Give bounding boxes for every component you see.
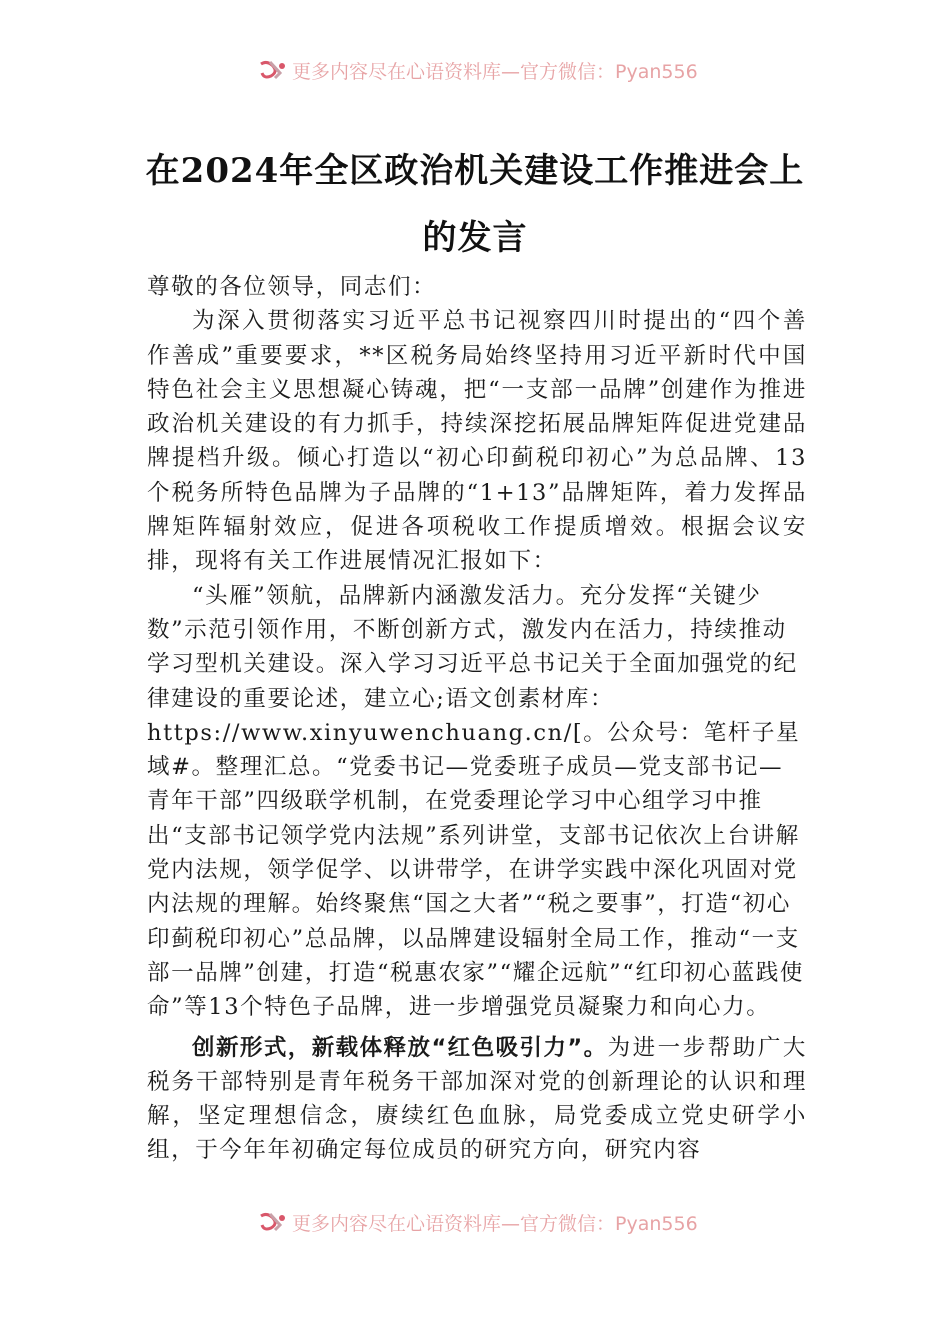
paragraph-innovation xyxy=(147,1031,807,1168)
watermark-footer xyxy=(258,1209,698,1235)
paragraph-lead-goose: “头雁”领航，品牌新内涵激发活力。充分发挥“关键少数”示范引领作用，不断创新方式，激发内在活力，持续推动学习型机关建设。深入学习习近平总书记关于全面加强党的纪律建设的重要论述，建立心;语文创素材库：https://www.xinyuwenchuang.cn/[。公众号：笔杆子星域#。整理汇总。“党委书记—党委班子成员—党支部书记—青年干部”四级联学机制，在党委理论学习中心组学习中推出“支部书记领学党内法规”系列讲堂，支部书记依次上台讲解党内法规，领学促学、以讲带学，在讲学实践中深化巩固对党内法规的理解。始终聚焦“国之大者”“税之要事”，打造“初心印蓟税印初心”总品牌，以品牌建设辐射全局工作，推动“一支部一品牌”创建，打造“税惠农家”“耀企远航”“红印初心蓝践使命”等13个特色子品牌，进一步增强党员凝聚力和向心力。 xyxy=(147,582,805,1021)
document-title-line-1: 在2024年全区政治机关建设工作推进会上 xyxy=(145,151,805,191)
document-title-line-2: 的发言 xyxy=(422,218,528,258)
salutation: 尊敬的各位领导，同志们： xyxy=(147,274,437,300)
paragraph-intro: 为深入贯彻落实习近平总书记视察四川时提出的“四个善作善成”重要要求，**区税务局始终坚持用习近平新时代中国特色社会主义思想凝心铸魂，把“一支部一品牌”创建作为推进政治机关建设的有力抓手，持续深挖拓展品牌矩阵促进党建品牌提档升级。倾心打造以“初心印蓟税印初心”为总品牌、13个税务所特色品牌为子品牌的“1+13”品牌矩阵，着力发挥品牌矩阵辐射效应，促进各项税收工作提质增效。根据会议安排，现将有关工作进展情况汇报如下： xyxy=(147,308,807,575)
paragraph-body: 为进一步帮助广大税务干部特别是青年税务干部加深对党的创新理论的认识和理解，坚定理想信念，赓续红色血脉，局党委成立党史研学小组，于今年年初确定每位成员的研究方向，研究内容 xyxy=(147,1034,807,1164)
paragraph-heading: 创新形式，新载体释放“红色吸引力”。 xyxy=(192,1034,608,1061)
watermark-text: 更多内容尽在心语资料库—官方微信：Pyan556 xyxy=(292,60,698,83)
logo-icon xyxy=(258,1210,288,1234)
watermark-text: 更多内容尽在心语资料库—官方微信：Pyan556 xyxy=(292,1212,698,1235)
document-body xyxy=(147,270,807,1168)
logo-icon xyxy=(258,58,288,82)
watermark-header xyxy=(258,57,698,83)
